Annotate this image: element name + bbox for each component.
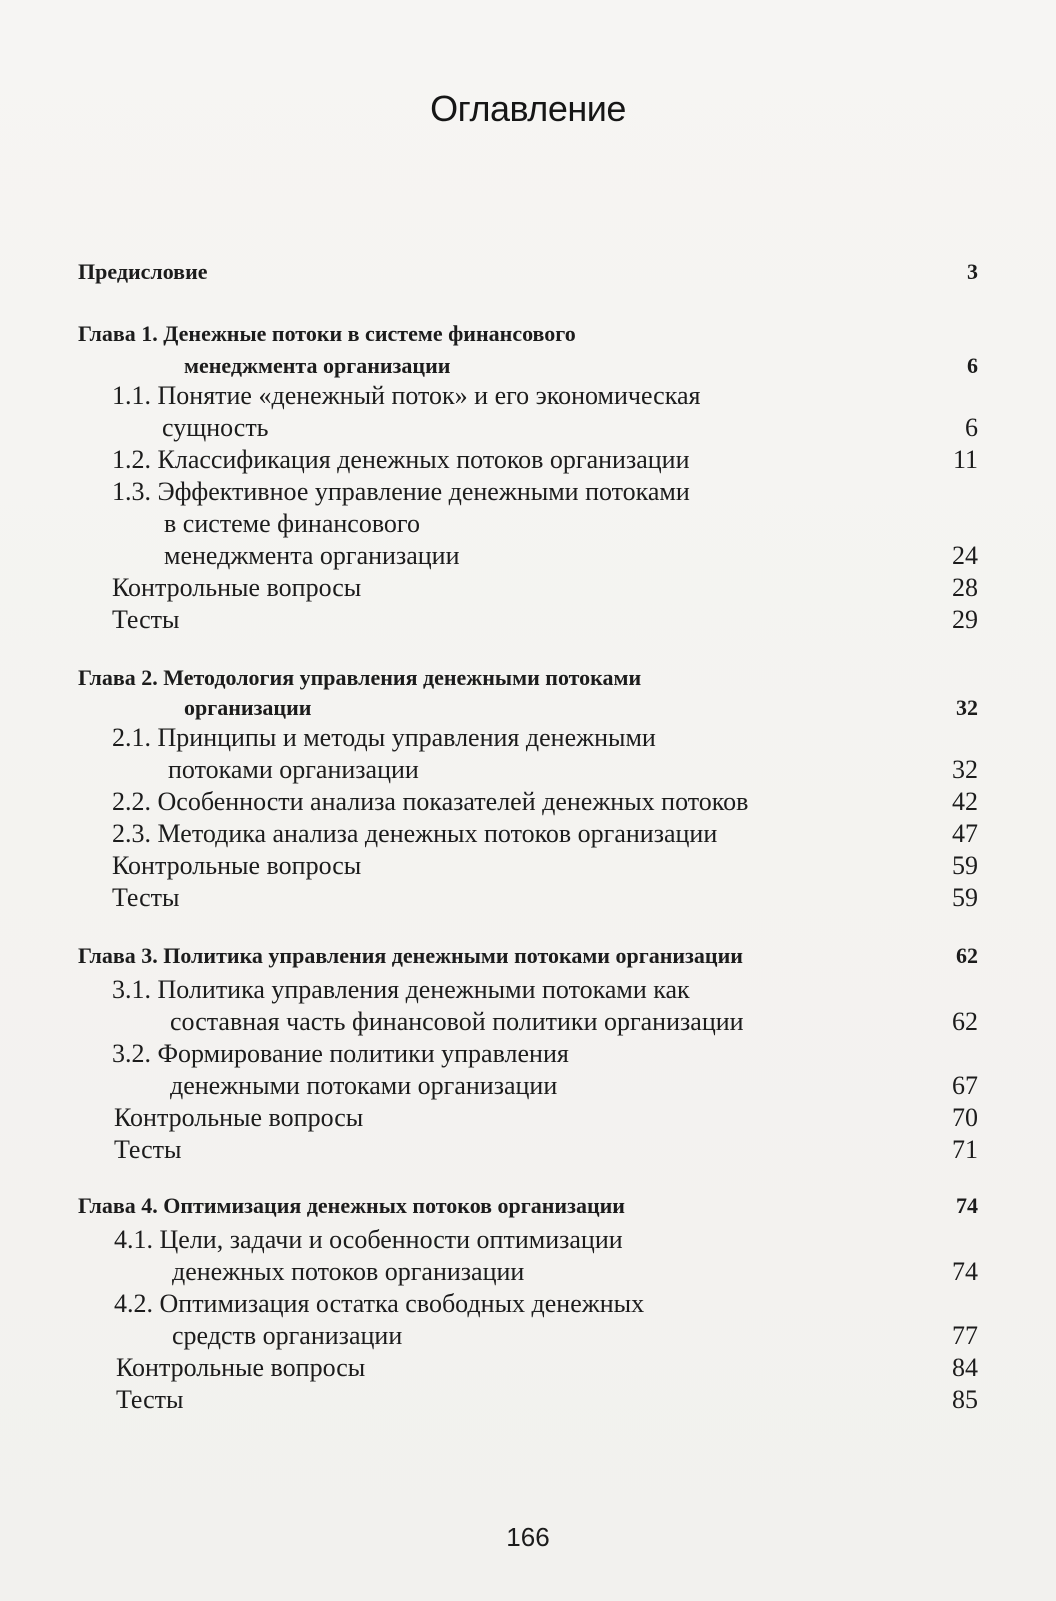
toc-entry-text: составная часть финансовой политики организации xyxy=(170,1007,744,1036)
toc-row xyxy=(78,1038,978,1070)
toc-page-number: 62 xyxy=(956,943,978,968)
toc-entry-text: Глава 2. Методология управления денежными потоками xyxy=(78,665,642,690)
toc-entry-text: в системе финансового xyxy=(164,509,420,538)
toc-entry-text: потоками организации xyxy=(168,755,419,784)
toc-entry-text: менеджмента организации xyxy=(184,353,451,378)
toc-page-number: 59 xyxy=(952,851,978,880)
toc-entry-text: Контрольные вопросы xyxy=(116,1353,366,1382)
toc-row xyxy=(78,818,978,850)
toc-entry-text: 3.1. Политика управления денежными потоками как xyxy=(112,975,690,1004)
toc-entry-text: Контрольные вопросы xyxy=(112,573,362,602)
toc-page-number: 85 xyxy=(952,1385,978,1414)
toc-row xyxy=(78,256,978,288)
toc-row xyxy=(78,604,978,636)
toc-page-number: 71 xyxy=(952,1135,978,1164)
toc-row xyxy=(78,974,978,1006)
toc-entry-text: сущность xyxy=(162,413,269,442)
toc-page-number: 3 xyxy=(967,259,978,284)
toc-row xyxy=(78,754,978,786)
toc-entry-text: 1.1. Понятие «денежный поток» и его экономическая xyxy=(112,381,701,410)
toc-entry-text: средств организации xyxy=(172,1321,403,1350)
toc-row xyxy=(78,1384,978,1416)
toc-page-number: 11 xyxy=(952,445,978,474)
toc-row xyxy=(78,662,978,694)
toc-row xyxy=(78,540,978,572)
toc-row xyxy=(78,380,978,412)
toc-page-number: 67 xyxy=(952,1071,978,1100)
toc-row xyxy=(78,1190,978,1222)
toc-entry-text: 2.2. Особенности анализа показателей денежных потоков xyxy=(112,787,749,816)
toc-page-number: 62 xyxy=(952,1007,978,1036)
toc-row xyxy=(78,722,978,754)
toc-entry-text: денежных потоков организации xyxy=(172,1257,525,1286)
toc-page-number: 24 xyxy=(952,541,978,570)
toc-row xyxy=(78,1134,978,1166)
toc-page-number: 70 xyxy=(952,1103,978,1132)
toc-entry-text: Тесты xyxy=(114,1135,182,1164)
toc-entry-text: Тесты xyxy=(112,605,180,634)
toc-row xyxy=(78,940,978,972)
toc-page-number: 47 xyxy=(952,819,978,848)
toc-entry-text: Глава 1. Денежные потоки в системе финансового xyxy=(78,321,576,346)
toc-entry-text: денежными потоками организации xyxy=(170,1071,558,1100)
toc-page-number: 28 xyxy=(952,573,978,602)
toc-row xyxy=(78,444,978,476)
toc-row xyxy=(78,1006,978,1038)
toc-entry-text: 1.3. Эффективное управление денежными потоками xyxy=(112,477,690,506)
toc-entry-text: 2.1. Принципы и методы управления денежными xyxy=(112,723,656,752)
toc-row xyxy=(78,786,978,818)
toc-entry-text: 4.2. Оптимизация остатка свободных денежных xyxy=(114,1289,645,1318)
toc-entry-text: менеджмента организации xyxy=(164,541,460,570)
toc-entry-text: 1.2. Классификация денежных потоков организации xyxy=(112,445,690,474)
toc-page-number: 74 xyxy=(956,1193,978,1218)
toc-page-number: 84 xyxy=(952,1353,978,1382)
toc-entry-text: Глава 3. Политика управления денежными потоками организации xyxy=(78,943,743,968)
toc-page-number: 32 xyxy=(952,755,978,784)
toc-page-number: 42 xyxy=(952,787,978,816)
toc-entry-text: Тесты xyxy=(116,1385,184,1414)
toc-page-number: 77 xyxy=(952,1321,978,1350)
toc-page-number: 59 xyxy=(952,883,978,912)
toc-entry-text: Контрольные вопросы xyxy=(114,1103,364,1132)
toc-page-number: 6 xyxy=(965,413,978,442)
toc-row xyxy=(78,1256,978,1288)
toc-entry-text: 2.3. Методика анализа денежных потоков организации xyxy=(112,819,718,848)
toc-row xyxy=(78,1320,978,1352)
toc-row xyxy=(78,572,978,604)
toc-row xyxy=(78,508,978,540)
toc-row xyxy=(78,1070,978,1102)
toc-row xyxy=(78,1224,978,1256)
toc-row xyxy=(78,882,978,914)
toc-page-number: 32 xyxy=(956,695,978,720)
toc-row xyxy=(78,1352,978,1384)
toc-page-number: 74 xyxy=(952,1257,978,1286)
toc-row xyxy=(78,412,978,444)
toc-row xyxy=(78,1288,978,1320)
toc-row xyxy=(78,350,978,382)
toc-row xyxy=(78,1102,978,1134)
toc-page-number: 6 xyxy=(967,353,978,378)
toc-entry-text: Предисловие xyxy=(78,259,208,284)
toc-row xyxy=(78,318,978,350)
page-number: 166 xyxy=(506,1522,550,1552)
toc-entry-text: Контрольные вопросы xyxy=(112,851,362,880)
toc-row xyxy=(78,476,978,508)
page-title: Оглавление xyxy=(430,88,626,129)
toc-entry-text: Тесты xyxy=(112,883,180,912)
toc-entry-text: 3.2. Формирование политики управления xyxy=(112,1039,569,1068)
toc-page-number: 29 xyxy=(952,605,978,634)
toc-entry-text: организации xyxy=(184,695,312,720)
toc-entry-text: 4.1. Цели, задачи и особенности оптимизации xyxy=(114,1225,623,1254)
toc-row xyxy=(78,850,978,882)
toc-entry-text: Глава 4. Оптимизация денежных потоков организации xyxy=(78,1193,625,1218)
toc-row xyxy=(78,692,978,724)
